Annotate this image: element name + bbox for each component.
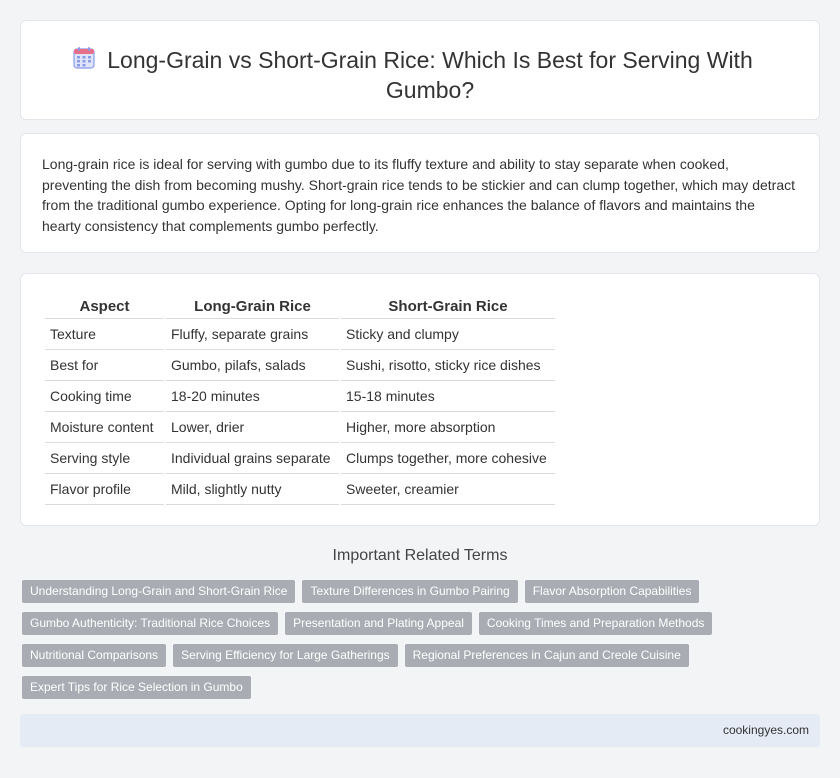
related-term-tag[interactable]: Flavor Absorption Capabilities	[525, 580, 700, 603]
table-cell: Sticky and clumpy	[341, 319, 555, 350]
related-term-tag[interactable]: Regional Preferences in Cajun and Creole Cuisine	[405, 644, 689, 667]
table-row	[45, 319, 555, 350]
related-terms-list	[22, 580, 782, 699]
table-row	[45, 350, 555, 381]
table-cell: Clumps together, more cohesive	[341, 443, 555, 474]
table-cell: Mild, slightly nutty	[166, 474, 339, 505]
related-term-tag[interactable]: Cooking Times and Preparation Methods	[479, 612, 712, 635]
table-cell: Flavor profile	[45, 474, 164, 505]
table-row	[45, 474, 555, 505]
related-term-tag[interactable]: Gumbo Authenticity: Traditional Rice Choices	[22, 612, 278, 635]
table-cell: Fluffy, separate grains	[166, 319, 339, 350]
column-header: Aspect	[45, 293, 164, 319]
table-cell: Sweeter, creamier	[341, 474, 555, 505]
table-cell: Individual grains separate	[166, 443, 339, 474]
table-cell: Gumbo, pilafs, salads	[166, 350, 339, 381]
related-term-tag[interactable]: Texture Differences in Gumbo Pairing	[302, 580, 517, 603]
page-title: Long-Grain vs Short-Grain Rice: Which Is Best for Serving With Gumbo?	[107, 47, 753, 103]
table-cell: Best for	[45, 350, 164, 381]
table-cell: Texture	[45, 319, 164, 350]
title-card	[20, 20, 820, 120]
table-cell: Higher, more absorption	[341, 412, 555, 443]
related-term-tag[interactable]: Serving Efficiency for Large Gatherings	[173, 644, 398, 667]
column-header: Long-Grain Rice	[166, 293, 339, 319]
table-cell: Moisture content	[45, 412, 164, 443]
intro-paragraph: Long-grain rice is ideal for serving with gumbo due to its fluffy texture and ability to stay separate when cooked, preventing the dish from becoming mushy. Short-grain rice tends to be stickier and can clump together, which may detract from the traditional gumbo experience. Opting for long-grain rice enhances the balance of flavors and maintains the hearty consistency that complements gumbo perfectly.	[42, 156, 795, 234]
table-cell: Cooking time	[45, 381, 164, 412]
table-header-row	[45, 293, 555, 319]
column-header: Short-Grain Rice	[341, 293, 555, 319]
comparison-card	[20, 273, 820, 526]
intro-card	[20, 133, 820, 253]
footer-site-link[interactable]: cookingyes.com	[722, 723, 809, 737]
footer-bar	[20, 714, 820, 747]
comparison-table	[43, 293, 557, 505]
table-cell: Sushi, risotto, sticky rice dishes	[341, 350, 555, 381]
table-row	[45, 381, 555, 412]
table-row	[45, 412, 555, 443]
table-row	[45, 443, 555, 474]
related-term-tag[interactable]: Expert Tips for Rice Selection in Gumbo	[22, 676, 251, 699]
related-term-tag[interactable]: Presentation and Plating Appeal	[285, 612, 472, 635]
table-cell: Serving style	[45, 443, 164, 474]
related-term-tag[interactable]: Nutritional Comparisons	[22, 644, 166, 667]
related-term-tag[interactable]: Understanding Long-Grain and Short-Grain Rice	[22, 580, 295, 603]
related-terms-heading: Important Related Terms	[332, 547, 508, 564]
table-cell: 15-18 minutes	[341, 381, 555, 412]
table-cell: Lower, drier	[166, 412, 339, 443]
table-cell: 18-20 minutes	[166, 381, 339, 412]
